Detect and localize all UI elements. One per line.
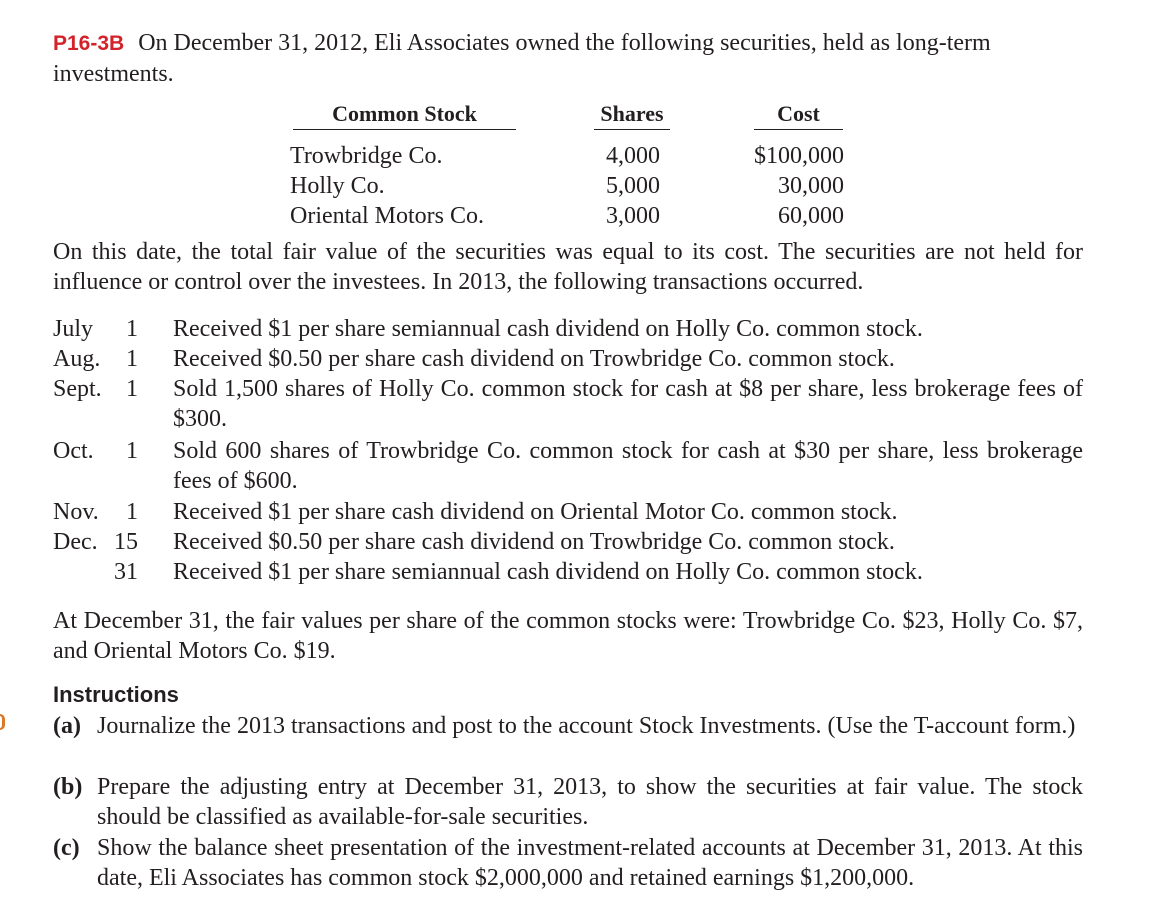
securities-table-header (290, 101, 850, 131)
instruction-label: (a) (53, 713, 81, 739)
security-cost: $100,000 (754, 143, 844, 169)
transaction-day: 15 (114, 529, 138, 555)
problem-statement (53, 28, 1083, 90)
table-row (290, 141, 850, 171)
securities-table (290, 101, 850, 231)
security-shares: 5,000 (606, 173, 660, 199)
transaction-day: 1 (126, 438, 138, 464)
instruction-label: (c) (53, 835, 80, 861)
transaction-description: Received $1 per share semiannual cash dividend on Holly Co. common stock. (173, 316, 923, 342)
security-name: Oriental Motors Co. (290, 203, 484, 229)
header-shares: Shares (594, 101, 670, 130)
instruction-text: Journalize the 2013 transactions and post to the account Stock Investments. (Use the T-account form.) (97, 713, 1076, 739)
transaction-month: Sept. (53, 376, 102, 402)
security-shares: 4,000 (606, 143, 660, 169)
transaction-month: July (53, 316, 94, 342)
instruction-text: Show the balance sheet presentation of the investment-related accounts at December 31, 2013. At this date, Eli Associates has common stock $2,000,000 and retained earnings $1,200,000. (97, 835, 1083, 891)
transaction-month: Aug. (53, 346, 101, 372)
transaction-day: 1 (126, 316, 138, 342)
transaction-month: Dec. (53, 529, 98, 555)
security-name: Trowbridge Co. (290, 143, 443, 169)
transaction-month: Nov. (53, 499, 99, 525)
transaction-description: Received $1 per share cash dividend on Oriental Motor Co. common stock. (173, 499, 898, 525)
table-row (290, 201, 850, 231)
transaction-description: Received $0.50 per share cash dividend on Trowbridge Co. common stock. (173, 346, 895, 372)
margin-marker-icon (0, 714, 5, 730)
instructions-title: Instructions (53, 682, 179, 707)
transaction-description: Sold 600 shares of Trowbridge Co. common stock for cash at $30 per share, less brokerage fees of $600. (173, 438, 1083, 494)
transaction-day: 1 (126, 376, 138, 402)
security-cost: 60,000 (778, 203, 844, 229)
security-shares: 3,000 (606, 203, 660, 229)
header-cost: Cost (754, 101, 843, 130)
instruction-label: (b) (53, 774, 83, 800)
fair-value-note: On this date, the total fair value of the securities was equal to its cost. The securities are not held for influence or control over the investees. In 2013, the following transactions occurred. (53, 239, 1083, 295)
transaction-day: 31 (114, 559, 138, 585)
security-name: Holly Co. (290, 173, 385, 199)
transaction-day: 1 (126, 499, 138, 525)
instruction-text: Prepare the adjusting entry at December 31, 2013, to show the securities at fair value. The stock should be classified as available-for-sale securities. (97, 774, 1083, 830)
transaction-description: Sold 1,500 shares of Holly Co. common stock for cash at $8 per share, less brokerage fees of $300. (173, 376, 1083, 432)
transaction-day: 1 (126, 346, 138, 372)
security-cost: 30,000 (778, 173, 844, 199)
transaction-month: Oct. (53, 438, 94, 464)
transaction-description: Received $1 per share semiannual cash dividend on Holly Co. common stock. (173, 559, 923, 585)
problem-id: P16-3B (53, 32, 125, 55)
problem-intro: On December 31, 2012, Eli Associates owned the following securities, held as long-term investments. (53, 30, 991, 87)
year-end-note: At December 31, the fair values per share of the common stocks were: Trowbridge Co. $23, Holly Co. $7, and Oriental Motors Co. $19. (53, 608, 1083, 664)
header-common-stock: Common Stock (293, 101, 516, 130)
table-row (290, 171, 850, 201)
transaction-description: Received $0.50 per share cash dividend on Trowbridge Co. common stock. (173, 529, 895, 555)
